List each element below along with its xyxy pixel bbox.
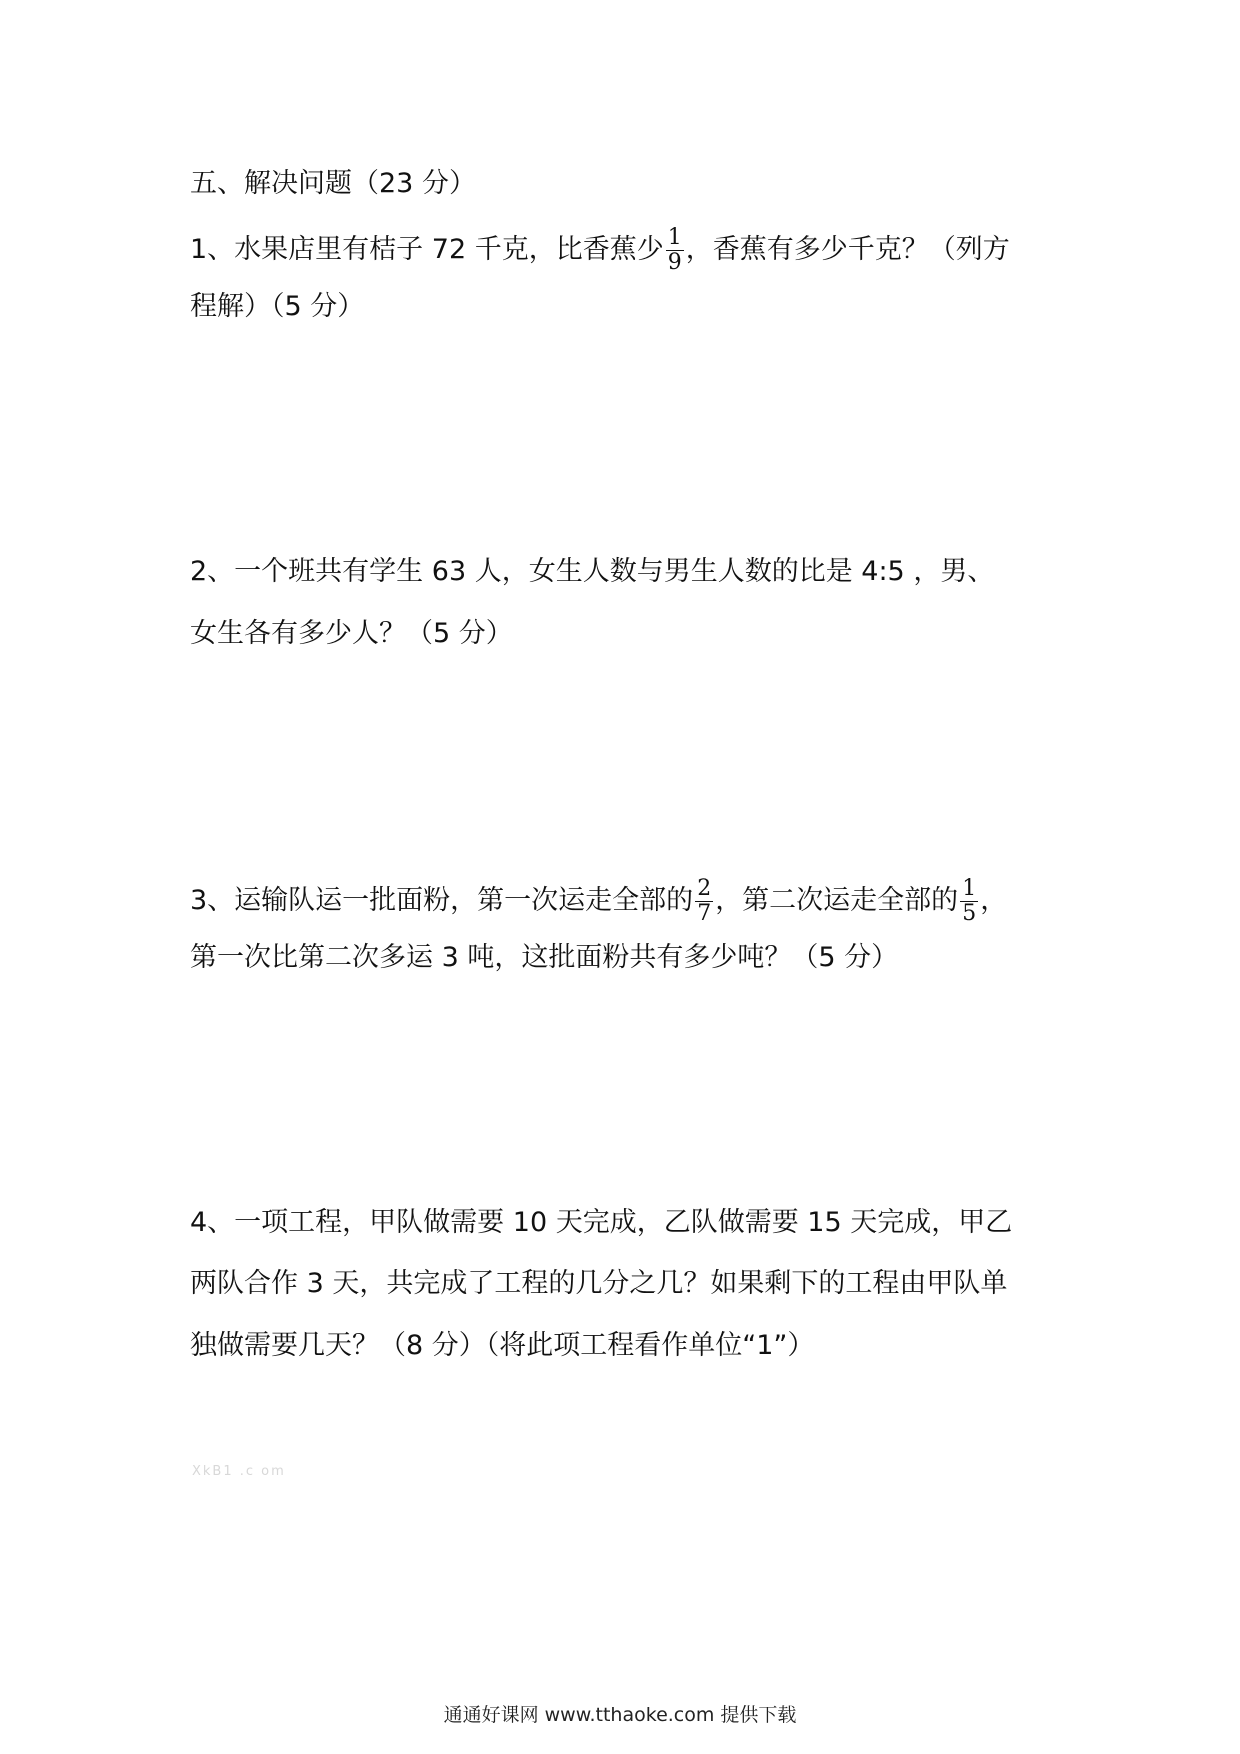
fraction-denominator: 9 bbox=[667, 250, 682, 275]
fraction-numerator: 1 bbox=[962, 876, 977, 901]
question-3-text-end: ， bbox=[980, 885, 1008, 916]
section-title: 五、解决问题（23 分） bbox=[190, 168, 476, 199]
fraction-denominator: 7 bbox=[697, 901, 712, 926]
question-3-line-2: 第一次比第二次多运 3 吨，这批面粉共有多少吨？（5 分） bbox=[190, 942, 899, 973]
question-4-line-2: 两队合作 3 天，共完成了工程的几分之几？如果剩下的工程由甲队单 bbox=[190, 1268, 1008, 1299]
question-2-line-1: 2、一个班共有学生 63 人，女生人数与男生人数的比是 4:5 ，男、 bbox=[190, 556, 995, 587]
question-3-text-mid: ，第二次运走全部的 bbox=[715, 885, 959, 916]
question-1-line-2: 程解）（5 分） bbox=[190, 291, 365, 322]
footer-text: 通通好课网 www.tthaoke.com 提供下载 bbox=[443, 1704, 797, 1726]
question-1-line-1 bbox=[190, 226, 1010, 275]
watermark-text: XkB1 .c om bbox=[192, 1464, 286, 1479]
question-1-text: 1、水果店里有桔子 72 千克，比香蕉少 bbox=[190, 234, 664, 265]
fraction-two-sevenths bbox=[695, 877, 713, 926]
fraction-denominator: 5 bbox=[962, 901, 977, 926]
question-4-line-1: 4、一项工程，甲队做需要 10 天完成，乙队做需要 15 天完成，甲乙 bbox=[190, 1207, 1013, 1238]
fraction-numerator: 2 bbox=[697, 876, 712, 901]
question-3-line-1 bbox=[190, 877, 1007, 926]
question-3-text: 3、运输队运一批面粉，第一次运走全部的 bbox=[190, 885, 694, 916]
fraction-one-ninth bbox=[666, 226, 684, 275]
fraction-one-fifth bbox=[960, 877, 978, 926]
question-4-line-3: 独做需要几天？（8 分）（将此项工程看作单位“1”） bbox=[190, 1330, 815, 1361]
question-2-line-2: 女生各有多少人？（5 分） bbox=[190, 618, 513, 649]
question-1-text-after: ，香蕉有多少千克？（列方 bbox=[685, 234, 1010, 265]
fraction-numerator: 1 bbox=[667, 225, 682, 250]
